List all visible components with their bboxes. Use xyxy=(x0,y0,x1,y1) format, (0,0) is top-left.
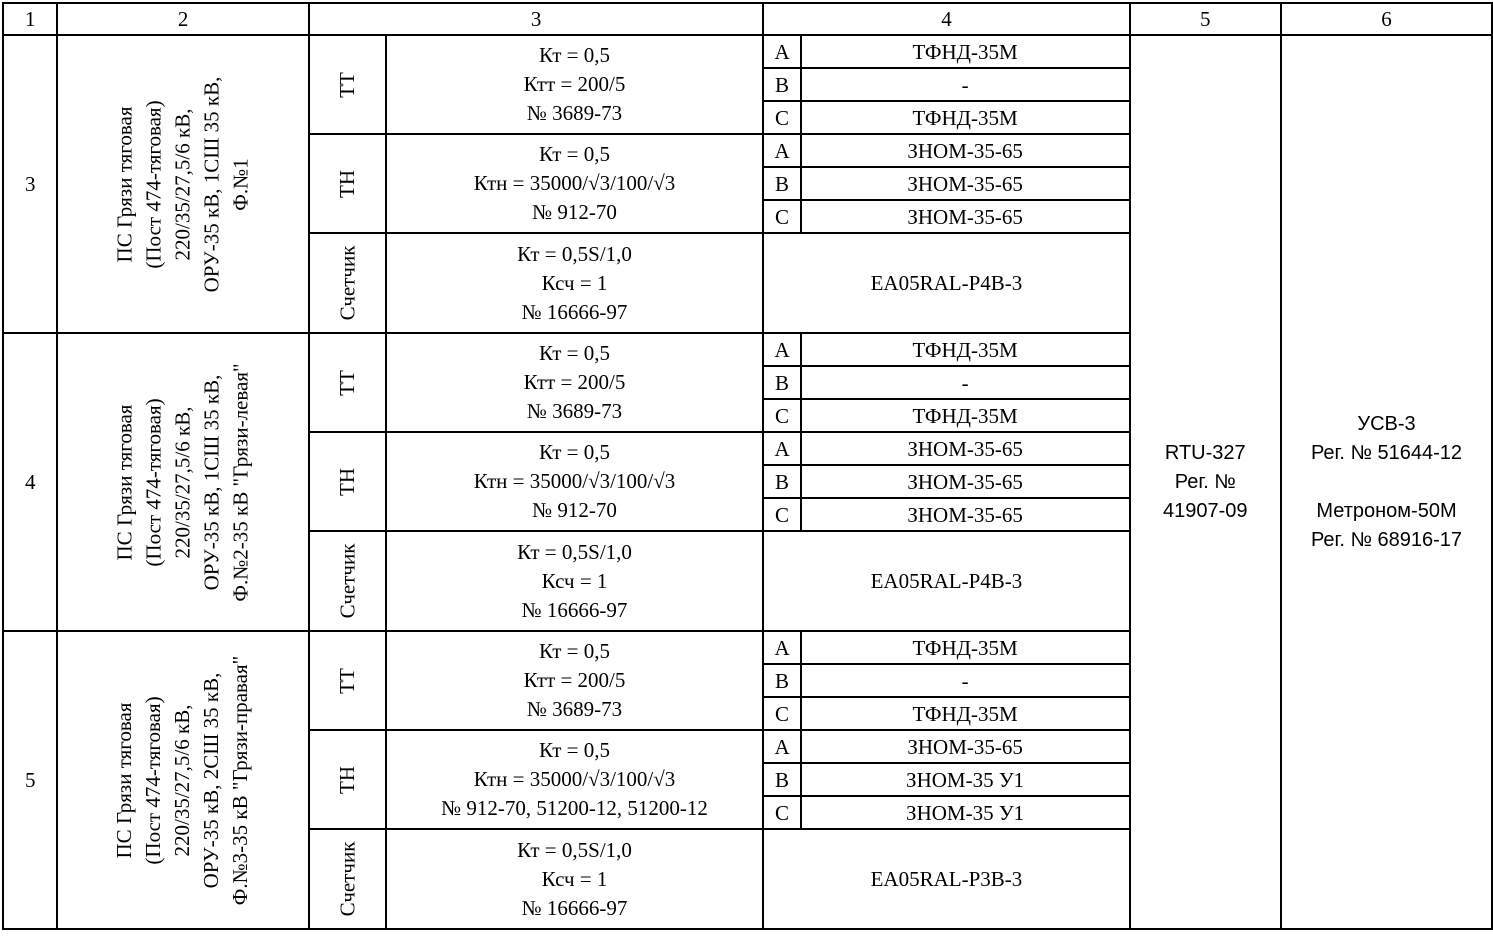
meter-device: EA05RAL-P4B-3 xyxy=(763,531,1129,631)
header-cell-3: 3 xyxy=(309,3,764,35)
tt-device: ТФНД-35М xyxy=(801,399,1130,432)
meter-param-line: Кт = 0,5S/1,0 xyxy=(517,837,632,862)
meter-param-line: Ксч = 1 xyxy=(541,270,608,295)
tn-param-line: № 912-70 xyxy=(532,200,617,224)
substation-name-line: ПС Грязи тяговая xyxy=(112,404,137,560)
meter-param-line: № 16666-97 xyxy=(521,597,628,622)
phase-label: C xyxy=(763,200,800,233)
meter-device: EA05RAL-P3B-3 xyxy=(763,829,1129,929)
type-cell-tt xyxy=(309,35,386,134)
substation-name-line: ОРУ-35 кВ, 1СШ 35 кВ, xyxy=(199,76,224,292)
meter-param-line: Кт = 0,5S/1,0 xyxy=(517,539,632,564)
tn-param-line: № 912-70 xyxy=(532,498,617,522)
phase-label: C xyxy=(763,498,800,531)
tn-param-line: № 912-70, 51200-12, 51200-12 xyxy=(441,796,708,820)
type-cell-tt xyxy=(309,333,386,432)
substation-name-line: Ф.№3-35 кВ "Грязи-правая" xyxy=(228,655,253,905)
type-cell-tn xyxy=(309,134,386,233)
row-number: 3 xyxy=(3,35,57,333)
header-cell-4: 4 xyxy=(763,3,1129,35)
substation-name-line: 220/35/27,5/6 кВ, xyxy=(170,704,195,856)
type-cell-tn xyxy=(309,730,386,829)
substation-name-line: ПС Грязи тяговая xyxy=(112,702,137,858)
tt-params xyxy=(386,333,764,432)
controller-line: RTU-327 xyxy=(1164,441,1246,464)
time-sync-line xyxy=(1282,468,1491,497)
phase-label: A xyxy=(763,134,800,167)
type-cell-tn xyxy=(309,432,386,531)
tn-device: ЗНОМ-35-65 xyxy=(801,730,1130,763)
substation-name-line: Ф.№1 xyxy=(228,157,253,211)
phase-label: C xyxy=(763,101,800,134)
tt-param-line: Кт = 0,5 xyxy=(539,43,611,67)
tn-param-line: Кт = 0,5 xyxy=(539,440,611,464)
phase-label: A xyxy=(763,730,800,763)
type-cell-tt xyxy=(309,631,386,730)
meter-params xyxy=(386,829,764,929)
phase-label: C xyxy=(763,697,800,730)
tn-device: ЗНОМ-35-65 xyxy=(801,432,1130,465)
meter-param-line: № 16666-97 xyxy=(521,895,628,920)
substation-name xyxy=(111,655,256,904)
tn-params xyxy=(386,730,764,829)
substation-name-line: ПС Грязи тяговая xyxy=(112,106,137,262)
phase-label: A xyxy=(763,333,800,366)
tt-device: - xyxy=(801,664,1130,697)
meter-param-line: № 16666-97 xyxy=(521,299,628,324)
tn-param-line: Ктн = 35000/√3/100/√3 xyxy=(473,171,676,195)
substation-name-line: (Пост 474-тяговая) xyxy=(141,397,166,567)
tn-param-line: Ктн = 35000/√3/100/√3 xyxy=(473,767,676,791)
type-label-tt: ТТ xyxy=(335,369,360,396)
header-row xyxy=(3,3,1492,35)
tt-param-line: Ктт = 200/5 xyxy=(523,668,626,692)
phase-label: B xyxy=(763,68,800,101)
tn-device: ЗНОМ-35-65 xyxy=(801,465,1130,498)
row-number: 5 xyxy=(3,631,57,929)
phase-label: C xyxy=(763,399,800,432)
type-label-meter: Счетчик xyxy=(335,543,360,619)
tt-param-line: Ктт = 200/5 xyxy=(523,370,626,394)
phase-label: A xyxy=(763,35,800,68)
meter-device: EA05RAL-P4B-3 xyxy=(763,233,1129,333)
type-label-tn: ТН xyxy=(335,467,360,496)
header-cell-1: 1 xyxy=(3,3,57,35)
tt-device: - xyxy=(801,68,1130,101)
tn-param-line: Кт = 0,5 xyxy=(539,142,611,166)
substation-name-line: ОРУ-35 кВ, 1СШ 35 кВ, xyxy=(199,374,224,590)
type-label-tt: ТТ xyxy=(335,667,360,694)
tt-param-line: Ктт = 200/5 xyxy=(523,72,626,96)
table-row xyxy=(3,35,1492,68)
tt-param-line: № 3689-73 xyxy=(526,697,623,721)
header-cell-6: 6 xyxy=(1281,3,1492,35)
phase-label: A xyxy=(763,432,800,465)
tn-device: ЗНОМ-35 У1 xyxy=(801,796,1130,829)
tn-device: ЗНОМ-35-65 xyxy=(801,134,1130,167)
tn-params xyxy=(386,134,764,233)
type-label-meter: Счетчик xyxy=(335,245,360,321)
type-label-tt: ТТ xyxy=(335,71,360,98)
substation-name-cell xyxy=(57,333,308,631)
tt-param-line: № 3689-73 xyxy=(526,101,623,125)
substation-name-line: 220/35/27,5/6 кВ, xyxy=(170,108,195,260)
time-sync-line: Рег. № 51644-12 xyxy=(1310,441,1463,464)
phase-label: B xyxy=(763,664,800,697)
tt-param-line: № 3689-73 xyxy=(526,399,623,423)
tt-params xyxy=(386,35,764,134)
meter-param-line: Ксч = 1 xyxy=(541,866,608,891)
phase-label: B xyxy=(763,465,800,498)
type-label-tn: ТН xyxy=(335,765,360,794)
phase-label: B xyxy=(763,167,800,200)
time-sync-line: Метроном-50М xyxy=(1316,499,1457,522)
tn-device: ЗНОМ-35-65 xyxy=(801,167,1130,200)
substation-name xyxy=(111,363,256,601)
time-sync-cell xyxy=(1281,35,1492,929)
type-cell-meter xyxy=(309,233,386,333)
type-label-tn: ТН xyxy=(335,169,360,198)
type-cell-meter xyxy=(309,531,386,631)
tt-device: ТФНД-35М xyxy=(801,35,1130,68)
tt-params xyxy=(386,631,764,730)
controller-cell xyxy=(1130,35,1282,929)
meter-params xyxy=(386,531,764,631)
controller-line: Рег. № xyxy=(1174,470,1236,493)
tt-device: ТФНД-35М xyxy=(801,101,1130,134)
tt-device: ТФНД-35М xyxy=(801,333,1130,366)
time-sync-line: Рег. № 68916-17 xyxy=(1310,528,1463,551)
tn-params xyxy=(386,432,764,531)
table-body xyxy=(3,3,1492,929)
substation-name-line: 220/35/27,5/6 кВ, xyxy=(170,406,195,558)
time-sync-line: УСВ-3 xyxy=(1357,412,1416,435)
tn-param-line: Ктн = 35000/√3/100/√3 xyxy=(473,469,676,493)
phase-label: B xyxy=(763,763,800,796)
tt-device: - xyxy=(801,366,1130,399)
row-number: 4 xyxy=(3,333,57,631)
substation-name-cell xyxy=(57,631,308,929)
header-cell-2: 2 xyxy=(57,3,308,35)
substation-name-line: Ф.№2-35 кВ "Грязи-левая" xyxy=(228,362,253,602)
tt-device: ТФНД-35М xyxy=(801,631,1130,664)
tn-device: ЗНОМ-35-65 xyxy=(801,498,1130,531)
phase-label: B xyxy=(763,366,800,399)
type-cell-meter xyxy=(309,829,386,929)
substation-name xyxy=(111,76,256,292)
controller-line: 41907-09 xyxy=(1163,499,1248,522)
tt-param-line: Кт = 0,5 xyxy=(539,639,611,663)
substation-name-cell xyxy=(57,35,308,333)
equipment-table xyxy=(2,2,1493,930)
phase-label: C xyxy=(763,796,800,829)
meter-param-line: Ксч = 1 xyxy=(541,568,608,593)
substation-name-line: (Пост 474-тяговая) xyxy=(141,695,166,865)
tt-device: ТФНД-35М xyxy=(801,697,1130,730)
tn-param-line: Кт = 0,5 xyxy=(539,738,611,762)
tt-param-line: Кт = 0,5 xyxy=(539,341,611,365)
meter-params xyxy=(386,233,764,333)
substation-name-line: (Пост 474-тяговая) xyxy=(141,99,166,269)
tn-device: ЗНОМ-35 У1 xyxy=(801,763,1130,796)
phase-label: A xyxy=(763,631,800,664)
tn-device: ЗНОМ-35-65 xyxy=(801,200,1130,233)
header-cell-5: 5 xyxy=(1130,3,1282,35)
type-label-meter: Счетчик xyxy=(335,841,360,917)
substation-name-line: ОРУ-35 кВ, 2СШ 35 кВ, xyxy=(199,672,224,888)
meter-param-line: Кт = 0,5S/1,0 xyxy=(517,241,632,266)
